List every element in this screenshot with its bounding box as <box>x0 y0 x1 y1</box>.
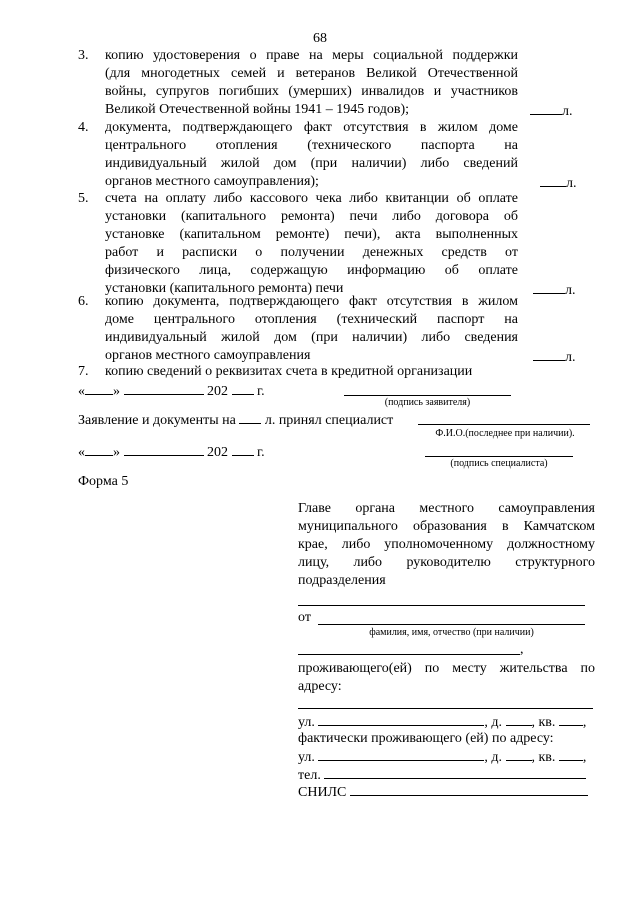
address-street-row <box>298 712 586 732</box>
addressee-line: Главе органа местного самоуправления <box>298 501 595 516</box>
phone-blank[interactable] <box>324 765 586 779</box>
fio-continue-line[interactable] <box>298 654 520 655</box>
item-line: копию документа, подтверждающего факт отсутствия в жилом <box>105 294 518 309</box>
flat-blank[interactable] <box>559 712 583 726</box>
quote-open: « <box>78 445 85 460</box>
month-blank[interactable] <box>124 381 204 395</box>
item-line: физического лица, содержащую информацию об оплате <box>105 263 518 278</box>
year-prefix: 202 <box>207 445 228 460</box>
pages-blank[interactable] <box>540 173 566 187</box>
item-text <box>105 293 518 365</box>
addressee-blank-line[interactable] <box>298 605 585 606</box>
house-label: , д. <box>484 715 502 730</box>
flat-label: , кв. <box>531 750 556 765</box>
residing-line: проживающего(ей) по месту жительства по <box>298 661 595 676</box>
fio-end: , <box>520 642 524 657</box>
day-blank[interactable] <box>85 442 113 456</box>
snils-label: СНИЛС <box>298 785 347 800</box>
house-blank[interactable] <box>506 747 532 761</box>
from-label: от <box>298 610 311 625</box>
house-label: , д. <box>484 750 502 765</box>
actual-residing-label: фактически проживающего (ей) по адресу: <box>298 731 554 746</box>
item-line: счета на оплату либо кассового чека либо квитанции об оплате <box>105 191 518 206</box>
addressee-line: подразделения <box>298 573 386 588</box>
item-number: 6. <box>78 294 89 309</box>
item-line: органов местного самоуправления <box>105 348 311 363</box>
residing-line: адресу: <box>298 679 342 694</box>
row-end: , <box>582 750 587 765</box>
item-line: доме центрального отопления (технический паспорт на <box>105 312 518 327</box>
quote-close: » <box>113 384 120 399</box>
pages-suffix: л. <box>565 350 576 365</box>
day-blank[interactable] <box>85 381 113 395</box>
specialist-name-line[interactable] <box>418 424 590 425</box>
row-end: , <box>582 715 587 730</box>
item-line: установки (капитального ремонта) печи <box>105 281 344 296</box>
item-line: установки (капитального ремонта) печи либо договора об <box>105 209 518 224</box>
specialist-date-field[interactable] <box>78 442 265 462</box>
item-line: индивидуальный жилой дом (при наличии) либо сведения <box>105 330 518 345</box>
item-line: работ и расписки о получении денежных средств от <box>105 245 518 260</box>
applicant-signature-line[interactable] <box>344 395 511 396</box>
page-number: 68 <box>313 31 327 46</box>
item-text <box>105 119 518 191</box>
phone-label: тел. <box>298 768 321 783</box>
item-line: (для многодетных семей и ветеранов Великой Отечественной <box>105 66 518 81</box>
item-number: 7. <box>78 364 89 379</box>
year-suffix: г. <box>257 384 265 399</box>
addressee-line: лицу, либо руководителю структурного <box>298 555 595 570</box>
item-line: войны, супругов погибших (умерших) инвалидов и участников <box>105 84 518 99</box>
specialist-signature-caption: (подпись специалиста) <box>450 458 548 469</box>
applicant-signature-caption: (подпись заявителя) <box>384 397 471 408</box>
fio-caption: фамилия, имя, отчество (при наличии) <box>369 627 534 638</box>
item-text <box>105 190 518 298</box>
specialist-name-caption: Ф.И.О.(последнее при наличии). <box>435 428 575 439</box>
item-line: центрального отопления (технического паспорта на <box>105 138 518 153</box>
from-name-line[interactable] <box>318 624 585 625</box>
snils-row <box>298 782 588 802</box>
pages-count-field[interactable] <box>540 173 577 193</box>
pages-blank[interactable] <box>530 101 562 115</box>
item-number: 3. <box>78 48 89 63</box>
item-line: Великой Отечественной войны 1941 – 1945 годов); <box>105 102 410 117</box>
accepted-documents-line <box>78 410 393 430</box>
form-label: Форма 5 <box>78 474 129 489</box>
addressee-line: крае, либо уполномоченному должностному <box>298 537 595 552</box>
applicant-date-field[interactable] <box>78 381 265 401</box>
item-number: 4. <box>78 120 89 135</box>
addressee-line: муниципального образования в Камчатском <box>298 519 595 534</box>
residing-block <box>298 660 595 696</box>
accepted-prefix: Заявление и документы на <box>78 413 236 428</box>
item-text <box>105 363 545 381</box>
quote-open: « <box>78 384 85 399</box>
house-blank[interactable] <box>506 712 532 726</box>
address-blank-line[interactable] <box>298 708 593 709</box>
month-blank[interactable] <box>124 442 204 456</box>
pages-count-field[interactable] <box>530 101 573 121</box>
pages-blank[interactable] <box>533 347 565 361</box>
pages-suffix: л. <box>565 283 576 298</box>
actual-address-street-row <box>298 747 586 767</box>
item-number: 5. <box>78 191 89 206</box>
specialist-signature-line[interactable] <box>425 456 573 457</box>
pages-suffix: л. <box>562 104 573 119</box>
street-label: ул. <box>298 750 315 765</box>
quote-close: » <box>113 445 120 460</box>
addressee-block <box>298 500 595 590</box>
street-blank[interactable] <box>318 747 484 761</box>
accepted-middle: л. принял специалист <box>264 413 394 428</box>
accepted-pages-blank[interactable] <box>239 410 261 424</box>
item-line: документа, подтверждающего факт отсутствия в жилом доме <box>105 120 518 135</box>
item-text <box>105 47 518 119</box>
year-blank[interactable] <box>232 442 254 456</box>
year-prefix: 202 <box>207 384 228 399</box>
item-line: установке (капитальном ремонте) печи), акта выполненных <box>105 227 518 242</box>
street-blank[interactable] <box>318 712 484 726</box>
item-line: копию удостоверения о праве на меры социальной поддержки <box>105 48 518 63</box>
pages-suffix: л. <box>566 176 577 191</box>
pages-blank[interactable] <box>533 280 565 294</box>
item-line: индивидуальный жилой дом (при наличии) либо сведений <box>105 156 518 171</box>
item-line: копию сведений о реквизитах счета в кредитной организации <box>105 364 473 379</box>
flat-label: , кв. <box>531 715 556 730</box>
pages-count-field[interactable] <box>533 280 576 300</box>
item-line: органов местного самоуправления); <box>105 174 319 189</box>
flat-blank[interactable] <box>559 747 583 761</box>
year-blank[interactable] <box>232 381 254 395</box>
year-suffix: г. <box>257 445 265 460</box>
street-label: ул. <box>298 715 315 730</box>
snils-blank[interactable] <box>350 782 588 796</box>
